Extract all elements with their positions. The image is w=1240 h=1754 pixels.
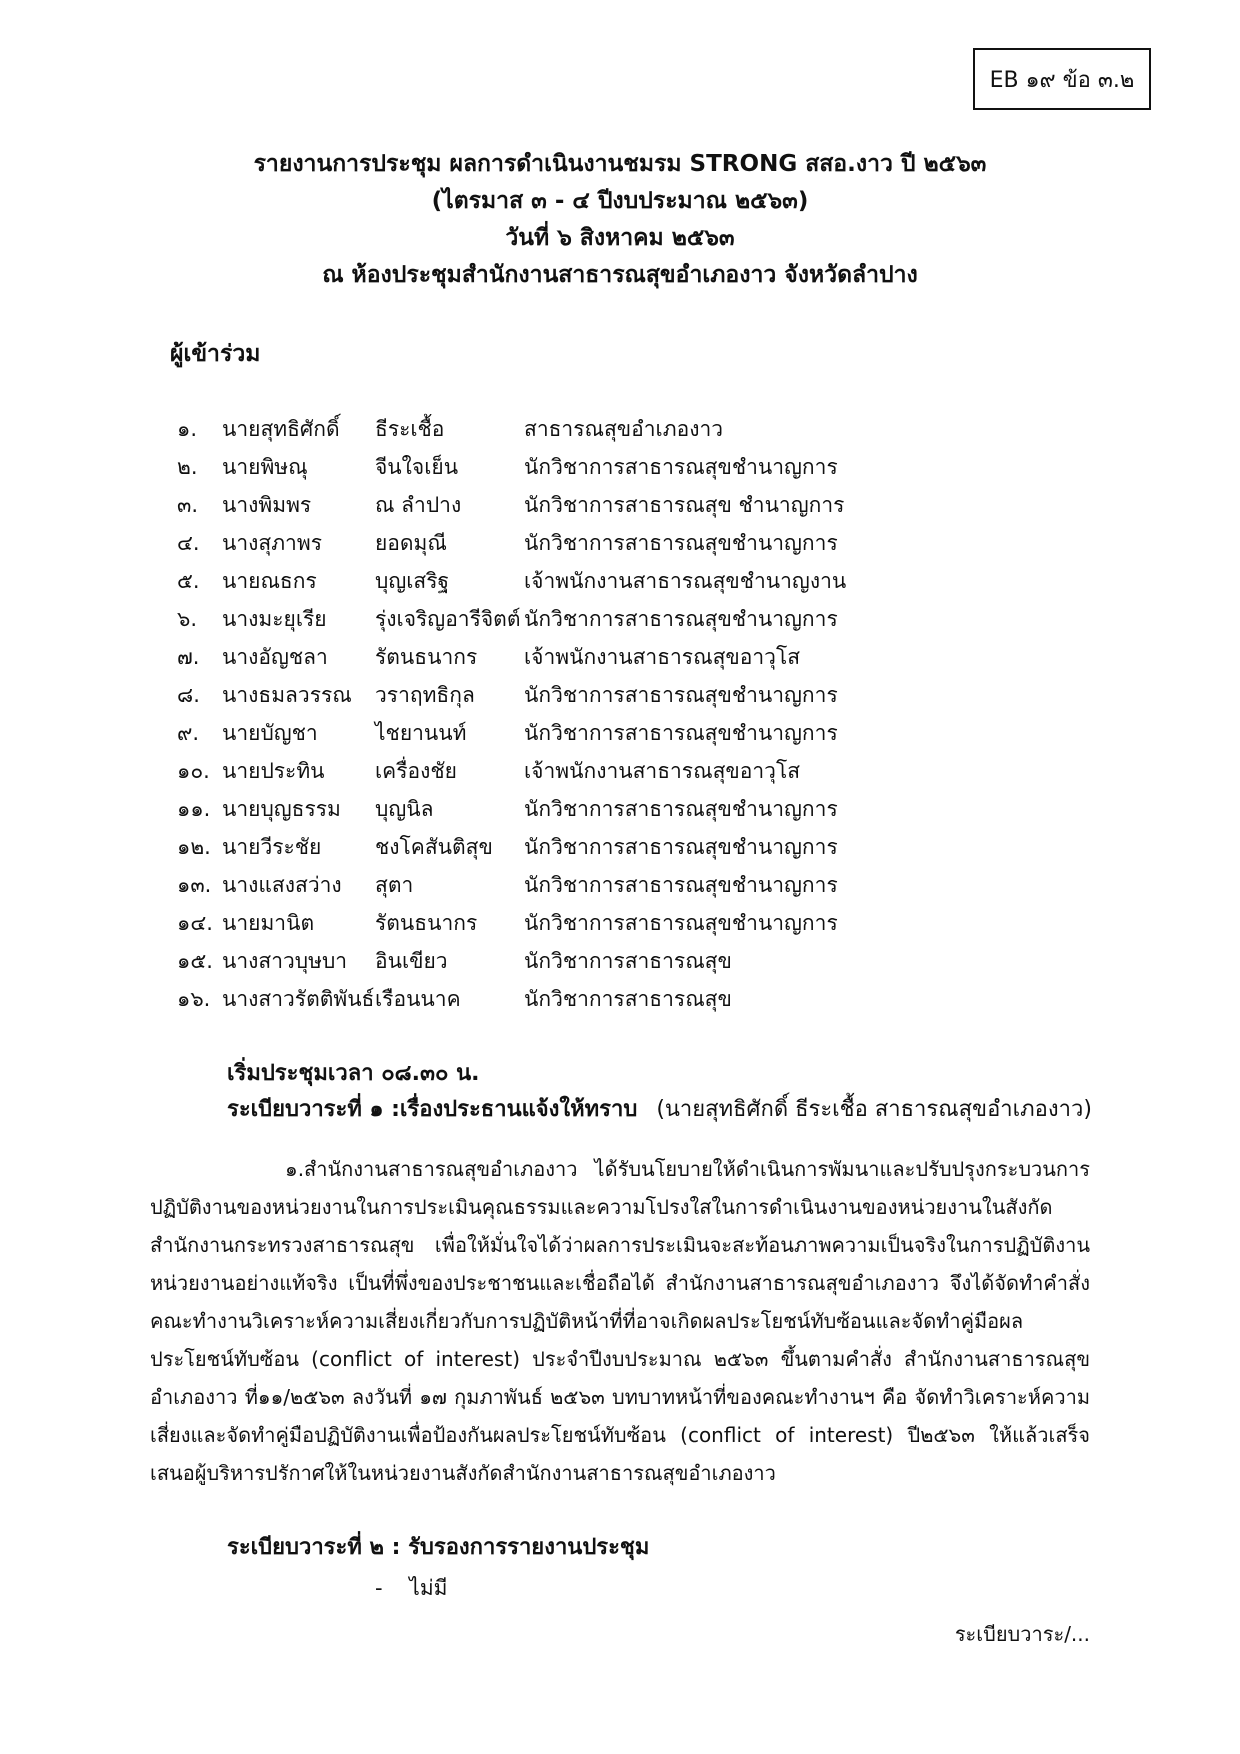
participant-first-name: นายณธกร bbox=[222, 569, 317, 593]
document-reference-box bbox=[973, 48, 1151, 110]
participant-first-name: นายพิษณุ bbox=[222, 455, 308, 479]
title-line: ณ ห้องประชุมสำนักงานสาธารณสุขอำเภองาว จังหวัดลำปาง bbox=[322, 262, 918, 288]
participant-position: นักวิชาการสาธารณสุขชำนาญการ bbox=[524, 835, 838, 859]
participant-position: นักวิชาการสาธารณสุข bbox=[524, 987, 732, 1011]
agenda-1-presenter: (นายสุทธิศักดิ์ ธีระเชื้อ สาธารณสุขอำเภองาว) bbox=[656, 1097, 1092, 1122]
participant-first-name: นายบุญธรรม bbox=[222, 797, 341, 821]
agenda-2-item-text: ไม่มี bbox=[409, 1576, 448, 1600]
participant-number: ๘. bbox=[177, 683, 200, 707]
participant-position: สาธารณสุขอำเภองาว bbox=[524, 417, 724, 441]
participant-position: นักวิชาการสาธารณสุข ชำนาญการ bbox=[524, 493, 845, 517]
agenda-1-heading bbox=[227, 1091, 1092, 1126]
agenda-2-heading: ระเบียบวาระที่ ๒ : รับรองการรายงานประชุม bbox=[227, 1535, 650, 1560]
agenda-1-paragraph: ๑.สำนักงานสาธารณสุขอำเภองาว ได้รับนโยบายให้ดำเนินการพัมนาและปรับปรุงกระบวนการปฏิบัติงานของหน่วยงานในการประเมินคุณธรรมและความโปรงใสในการดำเนินงานของหน่วยงานในสังกัดสำนักงานกระทรวงสาธารณสุข เพื่อให้มั่นใจได้ว่าผลการประเมินจะสะท้อนภาพความเป็นจริงในการปฏิบัติงานหน่วยงานอย่างแท้จริง เป็นที่พึ่งของประชาชนและเชื่อถือได้ สำนักงานสาธารณสุขอำเภองาว จึงได้จัดทำคำสั่งคณะทำงานวิเคราะห์ความเสี่ยงเกี่ยวกับการปฏิบัติหน้าที่ที่อาจเกิดผลประโยชน์ทับซ้อนและจัดทำคู่มือผลประโยชน์ทับซ้อน (conflict of interest) ประจำปีงบประมาณ ๒๕๖๓ ขึ้นตามคำสั่ง สำนักงานสาธารณสุขอำเภองาว ที่๑๑/๒๕๖๓ ลงวันที่ ๑๗ กุมภาพันธ์ ๒๕๖๓ บทบาทหน้าที่ของคณะทำงานฯ คือ จัดทำวิเคราะห์ความเสี่ยงและจัดทำคู่มือปฏิบัติงานเพื่อป้องกันผลประโยชน์ทับซ้อน (conflict of interest) ปี๒๕๖๓ ให้แล้วเสร็จเสนอผู้บริหารปรักาศให้ในหน่วยงานสังกัดสำนักงานสาธารณสุขอำเภองาว bbox=[150, 1157, 1090, 1485]
participant-position: นักวิชาการสาธารณสุขชำนาญการ bbox=[524, 607, 838, 631]
participant-first-name: นายบัญชา bbox=[222, 721, 318, 745]
participant-first-name: นางแสงสว่าง bbox=[222, 873, 342, 897]
participant-position: นักวิชาการสาธารณสุขชำนาญการ bbox=[524, 531, 838, 555]
participant-last-name: บุญเสริฐ bbox=[375, 569, 450, 593]
participant-last-name: อินเขียว bbox=[375, 949, 448, 973]
participant-position: นักวิชาการสาธารณสุขชำนาญการ bbox=[524, 797, 838, 821]
participant-number: ๑๔. bbox=[177, 911, 213, 935]
participant-first-name: นายประทิน bbox=[222, 759, 325, 783]
participant-position: นักวิชาการสาธารณสุขชำนาญการ bbox=[524, 721, 838, 745]
participant-last-name: ยอดมุณี bbox=[375, 531, 447, 555]
list-dash: - bbox=[375, 1576, 383, 1600]
participant-first-name: นางมะยุเรีย bbox=[222, 607, 327, 631]
participant-number: ๗. bbox=[177, 645, 200, 669]
participant-number: ๕. bbox=[177, 569, 200, 593]
participant-number: ๑. bbox=[177, 417, 198, 441]
participant-position: เจ้าพนักงานสาธารณสุขอาวุโส bbox=[524, 759, 801, 783]
participant-first-name: นายสุทธิศักดิ์ bbox=[222, 417, 340, 441]
participant-position: นักวิชาการสาธารณสุขชำนาญการ bbox=[524, 911, 838, 935]
participant-first-name: นางสุภาพร bbox=[222, 531, 322, 555]
participants-heading: ผู้เข้าร่วม bbox=[170, 341, 261, 367]
participant-last-name: รัตนธนากร bbox=[375, 645, 478, 669]
participant-position: เจ้าพนักงานสาธารณสุขชำนาญงาน bbox=[524, 569, 847, 593]
participant-last-name: ไชยานนท์ bbox=[375, 721, 467, 745]
participant-last-name: เรือนนาค bbox=[375, 987, 461, 1011]
participant-position: นักวิชาการสาธารณสุข bbox=[524, 949, 732, 973]
participant-position: นักวิชาการสาธารณสุขชำนาญการ bbox=[524, 455, 838, 479]
participant-last-name: รุ่งเจริญอารีจิตต์ bbox=[375, 607, 521, 631]
participant-first-name: นางสาวรัตติพันธ์ bbox=[222, 987, 375, 1011]
participant-position: นักวิชาการสาธารณสุขชำนาญการ bbox=[524, 683, 838, 707]
continued-marker: ระเบียบวาระ/... bbox=[954, 1622, 1090, 1646]
participant-last-name: เครื่องชัย bbox=[375, 759, 457, 783]
participant-first-name: นายมานิต bbox=[222, 911, 315, 935]
participant-number: ๓. bbox=[177, 493, 199, 517]
participant-first-name: นางธมลวรรณ bbox=[222, 683, 352, 707]
participant-number: ๑๐. bbox=[177, 759, 210, 783]
participant-number: ๔. bbox=[177, 531, 200, 555]
participant-first-name: นางสาวบุษบา bbox=[222, 949, 348, 973]
participant-position: นักวิชาการสาธารณสุขชำนาญการ bbox=[524, 873, 838, 897]
participant-number: ๙. bbox=[177, 721, 200, 745]
participant-last-name: ธีระเชื้อ bbox=[375, 417, 445, 441]
participant-last-name: บุญนิล bbox=[375, 797, 434, 821]
participant-first-name: นายวีระชัย bbox=[222, 835, 322, 859]
document-title bbox=[0, 146, 1240, 294]
meeting-start-time: เริ่มประชุมเวลา ๐๘.๓๐ น. bbox=[227, 1061, 480, 1086]
participant-last-name: จีนใจเย็น bbox=[375, 455, 459, 479]
participant-last-name: ณ ลำปาง bbox=[375, 493, 462, 517]
participant-number: ๑๒. bbox=[177, 835, 211, 859]
document-reference-text: EB ๑๙ ข้อ ๓.๒ bbox=[989, 67, 1135, 93]
participant-number: ๒. bbox=[177, 455, 198, 479]
participant-number: ๑๓. bbox=[177, 873, 212, 897]
participant-number: ๑๕. bbox=[177, 949, 213, 973]
participant-last-name: วราฤทธิกุล bbox=[375, 683, 475, 707]
agenda-2-item bbox=[375, 1572, 448, 1605]
title-line: วันที่ ๖ สิงหาคม ๒๕๖๓ bbox=[505, 225, 735, 251]
agenda-1-label: ระเบียบวาระที่ ๑ :เรื่องประธานแจ้งให้ทราบ bbox=[227, 1097, 638, 1122]
participant-position: เจ้าพนักงานสาธารณสุขอาวุโส bbox=[524, 645, 801, 669]
participant-last-name: รัตนธนากร bbox=[375, 911, 478, 935]
participant-first-name: นางอัญชลา bbox=[222, 645, 328, 669]
participant-last-name: ชงโคสันติสุข bbox=[375, 835, 493, 859]
participant-first-name: นางพิมพร bbox=[222, 493, 312, 517]
title-line: (ไตรมาส ๓ - ๔ ปีงบประมาณ ๒๕๖๓) bbox=[431, 188, 809, 214]
participant-last-name: สุตา bbox=[375, 873, 414, 897]
participant-number: ๑๖. bbox=[177, 987, 211, 1011]
participant-number: ๖. bbox=[177, 607, 198, 631]
participant-number: ๑๑. bbox=[177, 797, 211, 821]
title-line: รายงานการประชุม ผลการดำเนินงานชมรม STRONG สสอ.งาว ปี ๒๕๖๓ bbox=[253, 151, 987, 177]
